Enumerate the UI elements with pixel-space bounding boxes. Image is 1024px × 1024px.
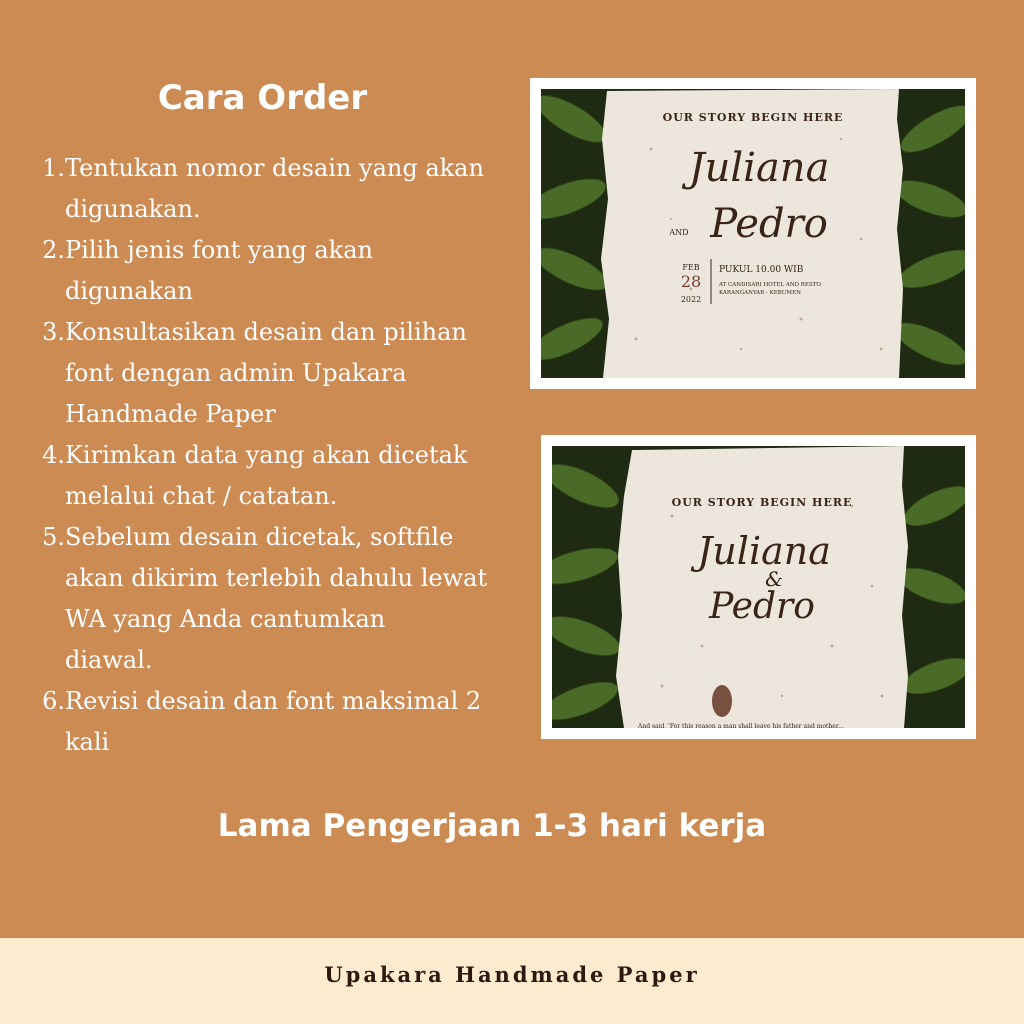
processing-time-text: Lama Pengerjaan 1-3 hari kerja [217,808,767,844]
invitation-photo-2 [541,435,976,739]
venue-line-1: AT CANDISARI HOTEL AND RESTO [719,282,821,288]
list-item [40,230,525,312]
date-year: 2022 [680,295,702,304]
ampersand-text: & [765,567,783,591]
order-steps-list [40,148,525,763]
event-time: PUKUL 10.00 WIB [719,265,804,275]
invitation-card-image [552,446,965,728]
and-text: AND [669,228,689,237]
step-number: 1. [42,154,65,182]
step-text: Kirimkan data yang akan dicetak melalui chat / catatan. [65,441,468,510]
step-number: 6. [42,687,65,715]
step-text: Pilih jenis font yang akan digunakan [65,236,373,305]
step-number: 4. [42,441,65,469]
venue-line-2: KARANGANYAR - KEBUMEN [719,290,801,296]
step-text: Konsultasikan desain dan pilihan font dengan admin Upakara Handmade Paper [65,318,467,428]
page-title: Cara Order [157,78,368,118]
brand-name: Upakara Handmade Paper [324,962,700,987]
list-item [40,312,525,435]
groom-name: Pedro [709,586,815,627]
bride-name: Juliana [697,529,831,573]
list-item [40,435,525,517]
step-number: 5. [42,523,65,551]
groom-name: Pedro [710,201,828,247]
list-item [40,681,525,763]
quote-text: And said, 'For this reason a man shall leave his father and mother... [638,723,844,728]
invitation-photo-1 [530,78,976,389]
tagline-text: OUR STORY BEGIN HERE [662,111,844,124]
step-number: 2. [42,236,65,264]
bride-name: Juliana [688,145,830,191]
step-text: Revisi desain dan font maksimal 2 kali [65,687,482,756]
list-item [40,517,525,681]
step-number: 3. [42,318,65,346]
date-month: FEB [682,263,700,272]
date-day: 28 [680,272,702,291]
tagline-text: OUR STORY BEGIN HERE [671,496,853,509]
list-item [40,148,525,230]
footer-bar [0,938,1024,1024]
invitation-card-image [541,89,965,378]
step-text: Tentukan nomor desain yang akan digunakan. [65,154,484,223]
step-text: Sebelum desain dicetak, softfile akan dikirim terlebih dahulu lewat WA yang Anda cantumkan diawal. [65,523,488,674]
